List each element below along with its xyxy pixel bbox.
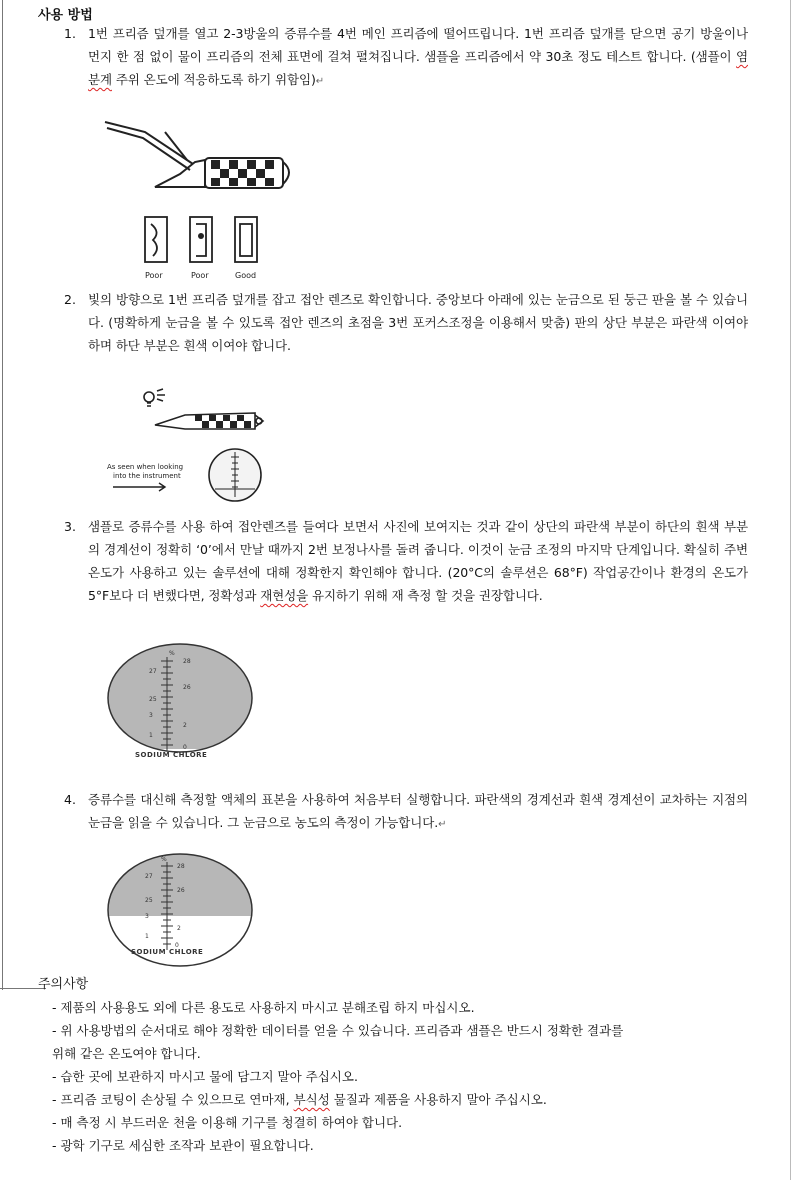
tick-label: 1 [145, 933, 149, 940]
tick-label: 25 [149, 696, 157, 703]
tick-label: 26 [177, 887, 185, 894]
fig1-label-2: Poor [191, 271, 209, 280]
tick-label: 27 [149, 668, 157, 675]
page-border-right [790, 0, 791, 1180]
caution-section-title: 주의사항 [38, 977, 89, 992]
caution-item-3: - 습한 곳에 보관하지 마시고 물에 담그지 말아 주십시오. [52, 1069, 358, 1084]
step-number: 3. [64, 519, 76, 534]
lightbulb-icon [144, 392, 154, 402]
figure-scale-measurement [105, 850, 255, 974]
step-3 [64, 515, 748, 607]
fig2-caption-line2: into the instrument [113, 472, 181, 480]
arrow-right-icon [113, 483, 165, 491]
step-1 [64, 22, 748, 93]
step-number: 1. [64, 26, 76, 41]
fig1-label-3: Good [235, 271, 257, 280]
tick-label: 25 [145, 897, 153, 904]
tick-label: 28 [177, 863, 185, 870]
figure-refractometer-prism [95, 112, 305, 288]
tick-label: 2 [177, 925, 181, 932]
paragraph-mark: ↵ [315, 76, 325, 87]
step-text: 증류수를 대신해 측정할 액체의 표본을 사용하여 처음부터 실행합니다. 파란색의 경계선과 흰색 경계선이 교차하는 지점의 눈금을 읽을 수 있습니다. 그 눈금으로 농도의 측정이 가능합니다.↵ [88, 792, 748, 830]
scale-drawing-2 [105, 850, 255, 970]
tick-label: 26 [183, 684, 191, 691]
step-4 [64, 788, 748, 836]
step-text: 빛의 방향으로 1번 프리즘 덮개를 잡고 접안 렌즈로 확인합니다. 중앙보다 아래에 있는 눈금으로 된 둥근 판을 볼 수 있습니다. (명확하게 눈금을 볼 수 있도록 접안 렌즈의 초점을 3번 포커스조정을 이용해서 맞춤) 판의 상단 부분은 파란색 이여야 하며 하단 부분은 흰색 이여야 합니다. [88, 292, 748, 353]
caution-item-1: - 제품의 사용용도 외에 다른 용도로 사용하지 마시고 분해조립 하지 마십시오. [52, 1000, 475, 1015]
spellcheck-word: 부식성 [293, 1092, 330, 1107]
step-number: 4. [64, 792, 76, 807]
spellcheck-word: 염분계 [88, 49, 748, 87]
caution-item-2-cont: 위해 같은 온도여야 합니다. [52, 1046, 201, 1061]
paragraph-mark: ↵ [438, 819, 447, 830]
tick-label: 3 [145, 913, 149, 920]
svg-text:%: % [169, 650, 175, 657]
step-text: 1번 프리즘 덮개를 열고 2-3방울의 증류수를 4번 메인 프리즘에 떨어뜨립니다. 1번 프리즘 덮개를 닫으면 공기 방울이나 먼지 한 점 없이 물이 프리즘의 전체 표면에 걸쳐 펼쳐집니다. 샘플을 프리즘에서 약 30초 정도 테스트 합니다. (샘플이 염분계 주위 온도에 적응하도록 하기 위함임)↵ [88, 26, 748, 87]
page-border-left [2, 0, 3, 990]
tick-label: 1 [149, 732, 153, 739]
tick-label: 28 [183, 658, 191, 665]
scale-label: SODIUM CHLORE [131, 948, 204, 956]
tick-label: 27 [145, 873, 153, 880]
figure-scale-calibration [105, 643, 255, 767]
step-text: 샘플로 증류수를 사용 하여 접안렌즈를 들여다 보면서 사진에 보여지는 것과 같이 상단의 파란색 부분이 하단의 흰색 부분의 경계선이 정확히 ‘0’에서 만날 때까지 2번 보정나사를 돌려 줍니다. 이것이 눈금 조정의 마지막 단계입니다. 확실히 주변 온도가 사용하고 있는 솔루션에 대해 정확한지 확인해야 합니다. (20°C의 솔루션은 68°F) 작업공간이나 환경의 온도가 5°F보다 더 변했다면, 정확성과 재현성을 유지하기 위해 재 측정 할 것을 권장합니다. [88, 519, 748, 603]
viewing-drawing [105, 385, 275, 505]
caution-item-4: - 프리즘 코팅이 손상될 수 있으므로 연마재, 부식성 물질과 제품을 사용하지 말아 주십시오. [52, 1092, 547, 1107]
scale-drawing-1 [105, 643, 255, 763]
spellcheck-word: 재현성을 [260, 588, 309, 603]
fig2-caption-line1: As seen when looking [107, 463, 184, 471]
tick-label: 3 [149, 712, 153, 719]
caution-item-6: - 광학 기구로 세심한 조작과 보관이 필요합니다. [52, 1138, 314, 1153]
caution-item-5: - 매 측정 시 부드러운 천을 이용해 기구를 청결히 하여야 합니다. [52, 1115, 403, 1130]
fig1-label-1: Poor [145, 271, 163, 280]
tick-label: 0 [183, 744, 187, 751]
figure-viewing-direction [105, 385, 275, 509]
svg-text:%: % [161, 856, 167, 863]
scale-label: SODIUM CHLORE [135, 751, 208, 759]
step-2 [64, 288, 748, 357]
tick-label: 2 [183, 722, 187, 729]
caution-item-2: - 위 사용방법의 순서대로 해야 정확한 데이터를 얻을 수 있습니다. 프리즘과 샘플은 반드시 정확한 결과를 [52, 1023, 624, 1038]
refractometer-drawing [95, 112, 305, 284]
step-number: 2. [64, 292, 76, 307]
usage-section-title: 사용 방법 [38, 8, 93, 23]
tick-label: 0 [175, 942, 179, 949]
